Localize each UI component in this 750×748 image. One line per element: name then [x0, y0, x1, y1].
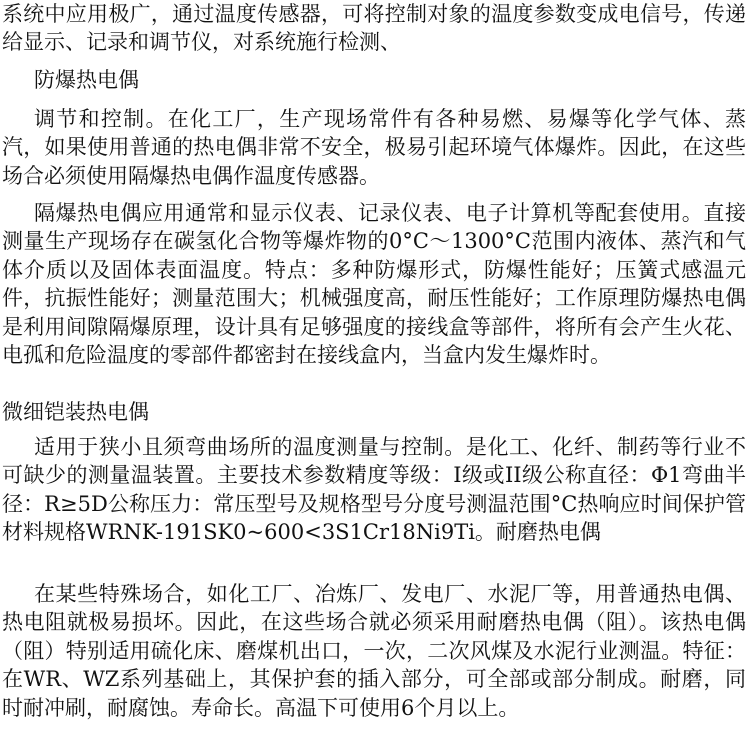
- section-heading-micro-armored-thermocouple: 微细铠装热电偶: [2, 400, 149, 424]
- intro-paragraph: 系统中应用极广，通过温度传感器，可将控制对象的温度参数变成电信号，传递给显示、记录和调节仪，对系统施行检测、: [2, 2, 746, 55]
- paragraph-wear-resistant-thermocouple: 在某些特殊场合，如化工厂、冶炼厂、发电厂、水泥厂等，用普通热电偶、热电阻就极易损坏。因此，在这些场合就必须采用耐磨热电偶（阻）。该热电偶（阻）特别适用硫化床、磨煤机出口，一次，二次风煤及水泥行业测温。特征：在WR、WZ系列基础上，其保护套的插入部分，可全部或部分制成。耐磨，同时耐冲刷，耐腐蚀。寿命长。高温下可使用6个月以上。: [2, 582, 746, 720]
- paragraph-explosion-proof-usage: 调节和控制。在化工厂，生产现场常件有各种易燃、易爆等化学气体、蒸汽，如果使用普通的热电偶非常不安全，极易引起环境气体爆炸。因此，在这些场合必须使用隔爆热电偶作温度传感器。: [2, 107, 746, 188]
- section-heading-explosion-proof-thermocouple: 防爆热电偶: [34, 68, 139, 92]
- paragraph-explosion-proof-features: 隔爆热电偶应用通常和显示仪表、记录仪表、电子计算机等配套使用。直接测量生产现场存在碳氢化合物等爆炸物的0°C～1300°C范围内液体、蒸汽和气体介质以及固体表面温度。特点：多种防爆形式，防爆性能好；压簧式感温元件，抗振性能好；测量范围大；机械强度高，耐压性能好；工作原理防爆热电偶是利用间隙隔爆原理，设计具有足够强度的接线盒等部件，将所有会产生火花、电孤和危险温度的零部件都密封在接线盒内，当盒内发生爆炸时。: [2, 201, 746, 368]
- paragraph-micro-armored-specs: 适用于狭小且须弯曲场所的温度测量与控制。是化工、化纤、制药等行业不可缺少的测量温装置。主要技术参数精度等级：I级或II级公称直径：Φ1弯曲半径：R≥5D公称压力：常压型号及规格型号分度号测温范围°C热响应时间保护管材料规格WRNK-191SK0~600<3S1Cr18Ni9Ti。耐磨热电偶: [2, 435, 746, 545]
